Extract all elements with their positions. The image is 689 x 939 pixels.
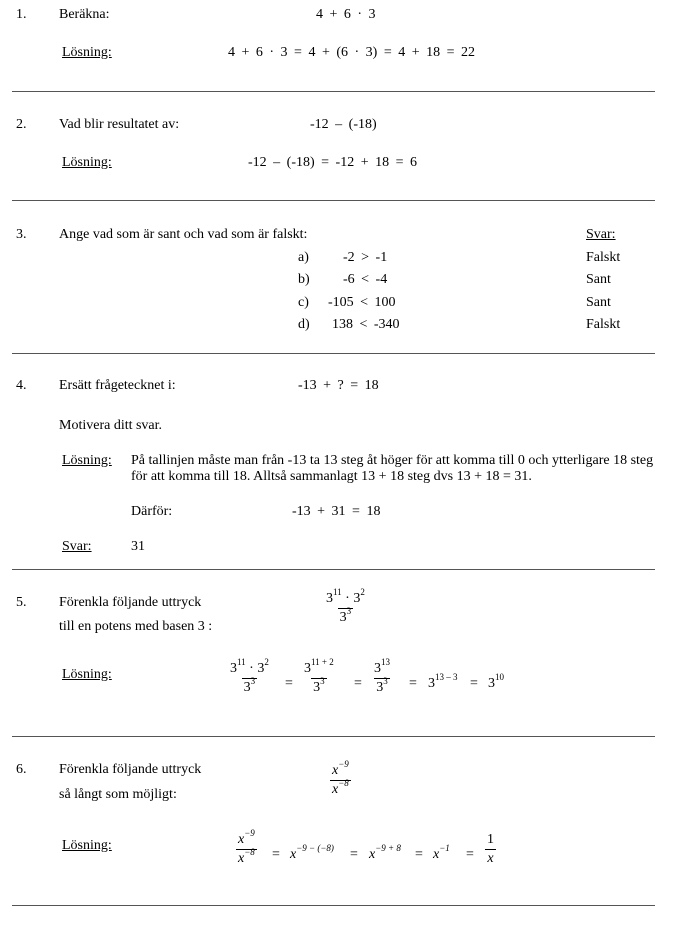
q4-solution-label: Lösning: [62, 453, 112, 468]
q3-item-expression: -105 < 100 [328, 295, 396, 310]
q4-darfor-label: Därför: [131, 504, 173, 519]
divider [12, 200, 655, 201]
q1-prompt: Beräkna: [59, 7, 110, 22]
q4-darfor-expression: -13 + 31 = 18 [292, 504, 381, 519]
q4-expression: -13 + ? = 18 [298, 378, 379, 393]
q2-solution-label: Lösning: [62, 155, 112, 170]
q3-item-expression: 138 < -340 [332, 317, 400, 332]
q2-expression: -12 – (-18) [310, 117, 377, 132]
divider [12, 353, 655, 354]
q4-motivate: Motivera ditt svar. [59, 418, 163, 433]
q6-solution-label: Lösning: [62, 838, 112, 853]
q5-fraction: $\frac{3^{13}}{3^3}$ [374, 657, 390, 695]
divider [12, 91, 655, 92]
divider [12, 736, 655, 737]
q3-item-letter: d) [298, 317, 310, 332]
q3-item-answer: Falskt [586, 317, 621, 332]
divider [12, 905, 655, 906]
q6-prompt-line1: Förenkla följande uttryck [59, 762, 202, 777]
q3-item-answer: Falskt [586, 250, 621, 265]
q6-fraction: $\frac{x^{-9}}{x^{-8}}$ [238, 828, 255, 866]
q4-solution-text: På tallinjen måste man från -13 ta 13 steg åt höger för att komma till 0 och ytterligare 18 steg för att komma till 18. Alltså sammanlagt 13 + 18 steg dvs 13 + 18 = 31. [131, 453, 654, 484]
q3-item-letter: a) [298, 250, 309, 265]
q3-answer-header: Svar: [586, 227, 616, 242]
q3-item-letter: c) [298, 295, 309, 310]
q5-fraction: $\frac{3^{11} \cdot 3^2}{3^3}$ [230, 657, 269, 695]
q3-item-expression: -6 < -4 [343, 272, 388, 287]
q5-solution-label: Lösning: [62, 667, 112, 682]
q6-fraction: $\frac{1}{x}$ [487, 832, 494, 866]
q5-prompt-line1: Förenkla följande uttryck [59, 595, 202, 610]
q5-expression-fraction: $\frac{3^{11} \cdot 3^2}{3^3}$ [326, 587, 365, 625]
q1-solution: 4 + 6 · 3 = 4 + (6 · 3) = 4 + 18 = 22 [228, 45, 476, 60]
q4-answer: 31 [131, 539, 145, 554]
q2-prompt: Vad blir resultatet av: [59, 117, 180, 132]
q6-number: 6. [16, 762, 27, 777]
q4-prompt: Ersätt frågetecknet i: [59, 378, 176, 393]
q3-prompt: Ange vad som är sant och vad som är falskt: [59, 227, 308, 242]
q1-number: 1. [16, 7, 27, 22]
q3-item-answer: Sant [586, 295, 611, 310]
q1-solution-label: Lösning: [62, 45, 112, 60]
q5-fraction: $\frac{3^{11 + 2}}{3^3}$ [304, 657, 334, 695]
q2-solution: -12 – (-18) = -12 + 18 = 6 [248, 155, 417, 170]
q5-prompt-line2: till en potens med basen 3 : [59, 619, 213, 634]
q3-number: 3. [16, 227, 27, 242]
q3-item-letter: b) [298, 272, 310, 287]
q2-number: 2. [16, 117, 27, 132]
q4-number: 4. [16, 378, 27, 393]
q5-number: 5. [16, 595, 27, 610]
q6-expression-fraction: $\frac{x^{-9}}{x^{-8}}$ [332, 759, 349, 797]
q3-item-answer: Sant [586, 272, 611, 287]
q3-item-expression: -2 > -1 [343, 250, 388, 265]
q6-prompt-line2: så långt som möjligt: [59, 787, 177, 802]
q4-answer-label: Svar: [62, 539, 92, 554]
q1-expression: 4 + 6 · 3 [316, 7, 376, 22]
divider [12, 569, 655, 570]
